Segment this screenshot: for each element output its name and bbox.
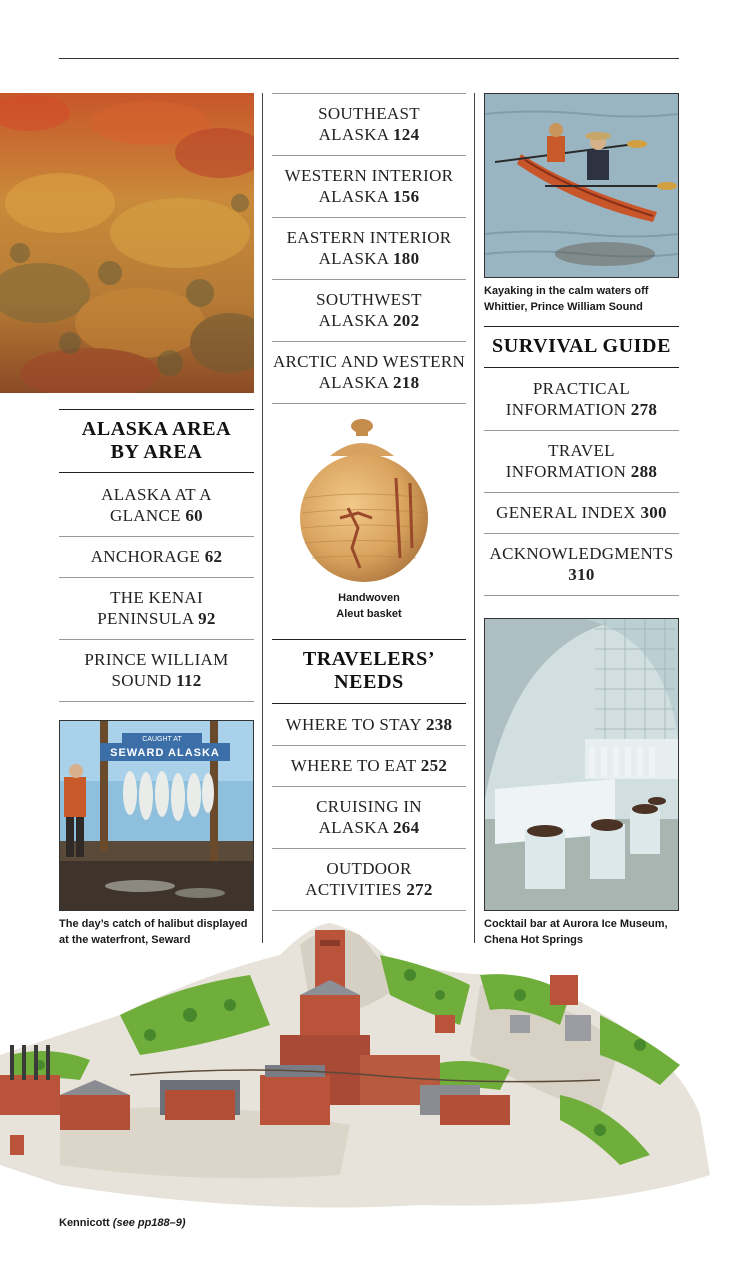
toc-divider xyxy=(272,786,466,787)
toc-entry-label: INFORMATION xyxy=(505,400,627,419)
survival-rule-top xyxy=(484,326,679,327)
toc-entry-alaska-at-a-glance[interactable] xyxy=(59,484,254,526)
column-divider-left xyxy=(262,93,263,943)
section-title-travelers-needs xyxy=(272,648,466,694)
toc-entry-label: WHERE TO EAT xyxy=(290,756,417,775)
kennicott-caption xyxy=(59,1215,359,1231)
toc-entry-page: 288 xyxy=(630,462,658,481)
toc-divider xyxy=(272,848,466,849)
toc-divider xyxy=(484,430,679,431)
toc-entry-label: SOUTHEAST xyxy=(318,104,420,123)
toc-entry-label: ALASKA xyxy=(318,311,389,330)
toc-entry-label: INFORMATION xyxy=(505,462,627,481)
section-title-survival-guide: SURVIVAL GUIDE xyxy=(491,335,672,357)
top-rule xyxy=(59,58,679,59)
toc-entry-label: ALASKA xyxy=(318,818,389,837)
toc-entry-kenai-peninsula[interactable] xyxy=(59,587,254,629)
caption-line: Handwoven xyxy=(338,592,400,604)
toc-entry-page: 218 xyxy=(392,373,420,392)
toc-entry-cruising[interactable] xyxy=(272,796,466,838)
caption-line: Cocktail bar at Aurora Ice Museum, xyxy=(484,918,668,930)
kayak-photo xyxy=(484,93,679,278)
caption-line: at the waterfront, Seward xyxy=(59,934,191,946)
toc-divider xyxy=(59,639,254,640)
toc-entry-label: SOUND xyxy=(111,671,172,690)
toc-entry-page: 238 xyxy=(425,715,453,734)
toc-entry-label: WESTERN INTERIOR xyxy=(284,166,454,185)
caption-line: Aleut basket xyxy=(336,608,402,620)
toc-entry-page: 62 xyxy=(204,547,223,566)
toc-entry-label: ARCTIC AND WESTERN xyxy=(272,352,466,371)
left-section-rule-bottom xyxy=(59,472,254,473)
toc-entry-page: 60 xyxy=(185,506,203,525)
toc-entry-practical-information[interactable] xyxy=(484,378,679,420)
toc-entry-page: 156 xyxy=(392,187,420,206)
section-title-area-by-area xyxy=(59,418,254,464)
toc-entry-page: 180 xyxy=(392,249,420,268)
toc-divider xyxy=(272,155,466,156)
toc-divider xyxy=(272,341,466,342)
toc-divider xyxy=(484,533,679,534)
toc-entry-page: 92 xyxy=(198,609,216,628)
toc-divider xyxy=(59,701,254,702)
toc-entry-label: TRAVEL xyxy=(548,441,615,460)
travelers-rule-top xyxy=(272,639,466,640)
toc-entry-label: THE KENAI xyxy=(110,588,203,607)
toc-entry-label: ALASKA xyxy=(318,125,389,144)
aleut-basket-image xyxy=(300,418,434,586)
toc-divider xyxy=(59,577,254,578)
column-divider-right xyxy=(474,93,475,943)
survival-rule-bottom xyxy=(484,367,679,368)
halibut-photo xyxy=(59,720,254,911)
toc-entry-western-interior[interactable] xyxy=(272,165,466,207)
travelers-rule-bottom xyxy=(272,703,466,704)
toc-entry-page: 112 xyxy=(176,671,202,690)
section-title-line: NEEDS xyxy=(334,671,404,693)
toc-entry-where-to-eat[interactable] xyxy=(272,755,466,776)
toc-entry-page: 264 xyxy=(392,818,420,837)
toc-entry-prince-william-sound[interactable] xyxy=(59,649,254,691)
toc-entry-eastern-interior[interactable] xyxy=(272,227,466,269)
basket-caption xyxy=(272,590,466,622)
caption-line: Kayaking in the calm waters off xyxy=(484,285,649,297)
toc-divider xyxy=(272,403,466,404)
toc-entry-label: ALASKA AT A xyxy=(101,485,212,504)
toc-entry-label: PRINCE WILLIAM xyxy=(84,650,229,669)
toc-entry-label: GLANCE xyxy=(110,506,181,525)
ice-museum-photo xyxy=(484,618,679,911)
middle-top-rule xyxy=(272,93,466,94)
toc-entry-label: ACKNOWLEDGMENTS xyxy=(489,544,674,563)
kennicott-illustration xyxy=(0,915,738,1215)
toc-entry-label: ALASKA xyxy=(318,187,389,206)
left-section-rule-top xyxy=(59,409,254,410)
toc-entry-label: ANCHORAGE xyxy=(90,547,201,566)
toc-divider xyxy=(484,492,679,493)
kennicott-caption-name: Kennicott xyxy=(59,1217,110,1229)
toc-entry-arctic-western[interactable] xyxy=(272,351,466,393)
toc-entry-label: ALASKA xyxy=(318,249,389,268)
toc-entry-page: 252 xyxy=(420,756,448,775)
toc-divider xyxy=(59,536,254,537)
toc-entry-label: GENERAL INDEX xyxy=(496,503,636,522)
toc-entry-label: CRUISING IN xyxy=(316,797,422,816)
kayak-caption xyxy=(484,283,684,315)
sign-seward-alaska-text: SEWARD ALASKA xyxy=(110,747,220,759)
toc-entry-label: ACTIVITIES xyxy=(305,880,402,899)
kennicott-caption-ref: (see pp188–9) xyxy=(112,1217,186,1229)
toc-entry-label: SOUTHWEST xyxy=(316,290,422,309)
toc-entry-label: WHERE TO STAY xyxy=(285,715,422,734)
toc-entry-page: 124 xyxy=(392,125,420,144)
caption-line: Chena Hot Springs xyxy=(484,934,584,946)
toc-entry-label: EASTERN INTERIOR xyxy=(286,228,452,247)
toc-entry-page: 300 xyxy=(640,503,667,522)
toc-entry-label: ALASKA xyxy=(318,373,389,392)
sign-caught-at-text: CAUGHT AT xyxy=(142,736,182,743)
toc-entry-where-to-stay[interactable] xyxy=(272,714,466,735)
toc-entry-label: PRACTICAL xyxy=(532,379,631,398)
toc-entry-label: PENINSULA xyxy=(97,609,194,628)
toc-entry-page: 310 xyxy=(568,565,595,584)
toc-entry-page: 278 xyxy=(630,400,658,419)
toc-entry-page: 272 xyxy=(406,880,433,899)
toc-divider xyxy=(272,217,466,218)
tundra-photo xyxy=(0,93,254,393)
caption-line: Whittier, Prince William Sound xyxy=(484,301,643,313)
toc-entry-acknowledgments[interactable] xyxy=(484,543,679,585)
section-title-line: ALASKA AREA xyxy=(81,418,232,440)
section-title-line: TRAVELERS’ xyxy=(302,648,436,670)
toc-divider xyxy=(272,910,466,911)
toc-entry-anchorage[interactable] xyxy=(59,546,254,567)
toc-divider xyxy=(272,745,466,746)
toc-entry-page: 202 xyxy=(392,311,420,330)
toc-entry-travel-information[interactable] xyxy=(484,440,679,482)
caption-line: The day’s catch of halibut displayed xyxy=(59,918,248,930)
toc-entry-outdoor-activities[interactable] xyxy=(272,858,466,900)
section-title-line: BY AREA xyxy=(110,441,203,463)
toc-divider xyxy=(484,595,679,596)
toc-entry-general-index[interactable] xyxy=(484,502,679,523)
toc-divider xyxy=(272,279,466,280)
toc-entry-southwest-alaska[interactable] xyxy=(272,289,466,331)
toc-entry-southeast-alaska[interactable] xyxy=(272,103,466,145)
toc-entry-label: OUTDOOR xyxy=(326,859,412,878)
